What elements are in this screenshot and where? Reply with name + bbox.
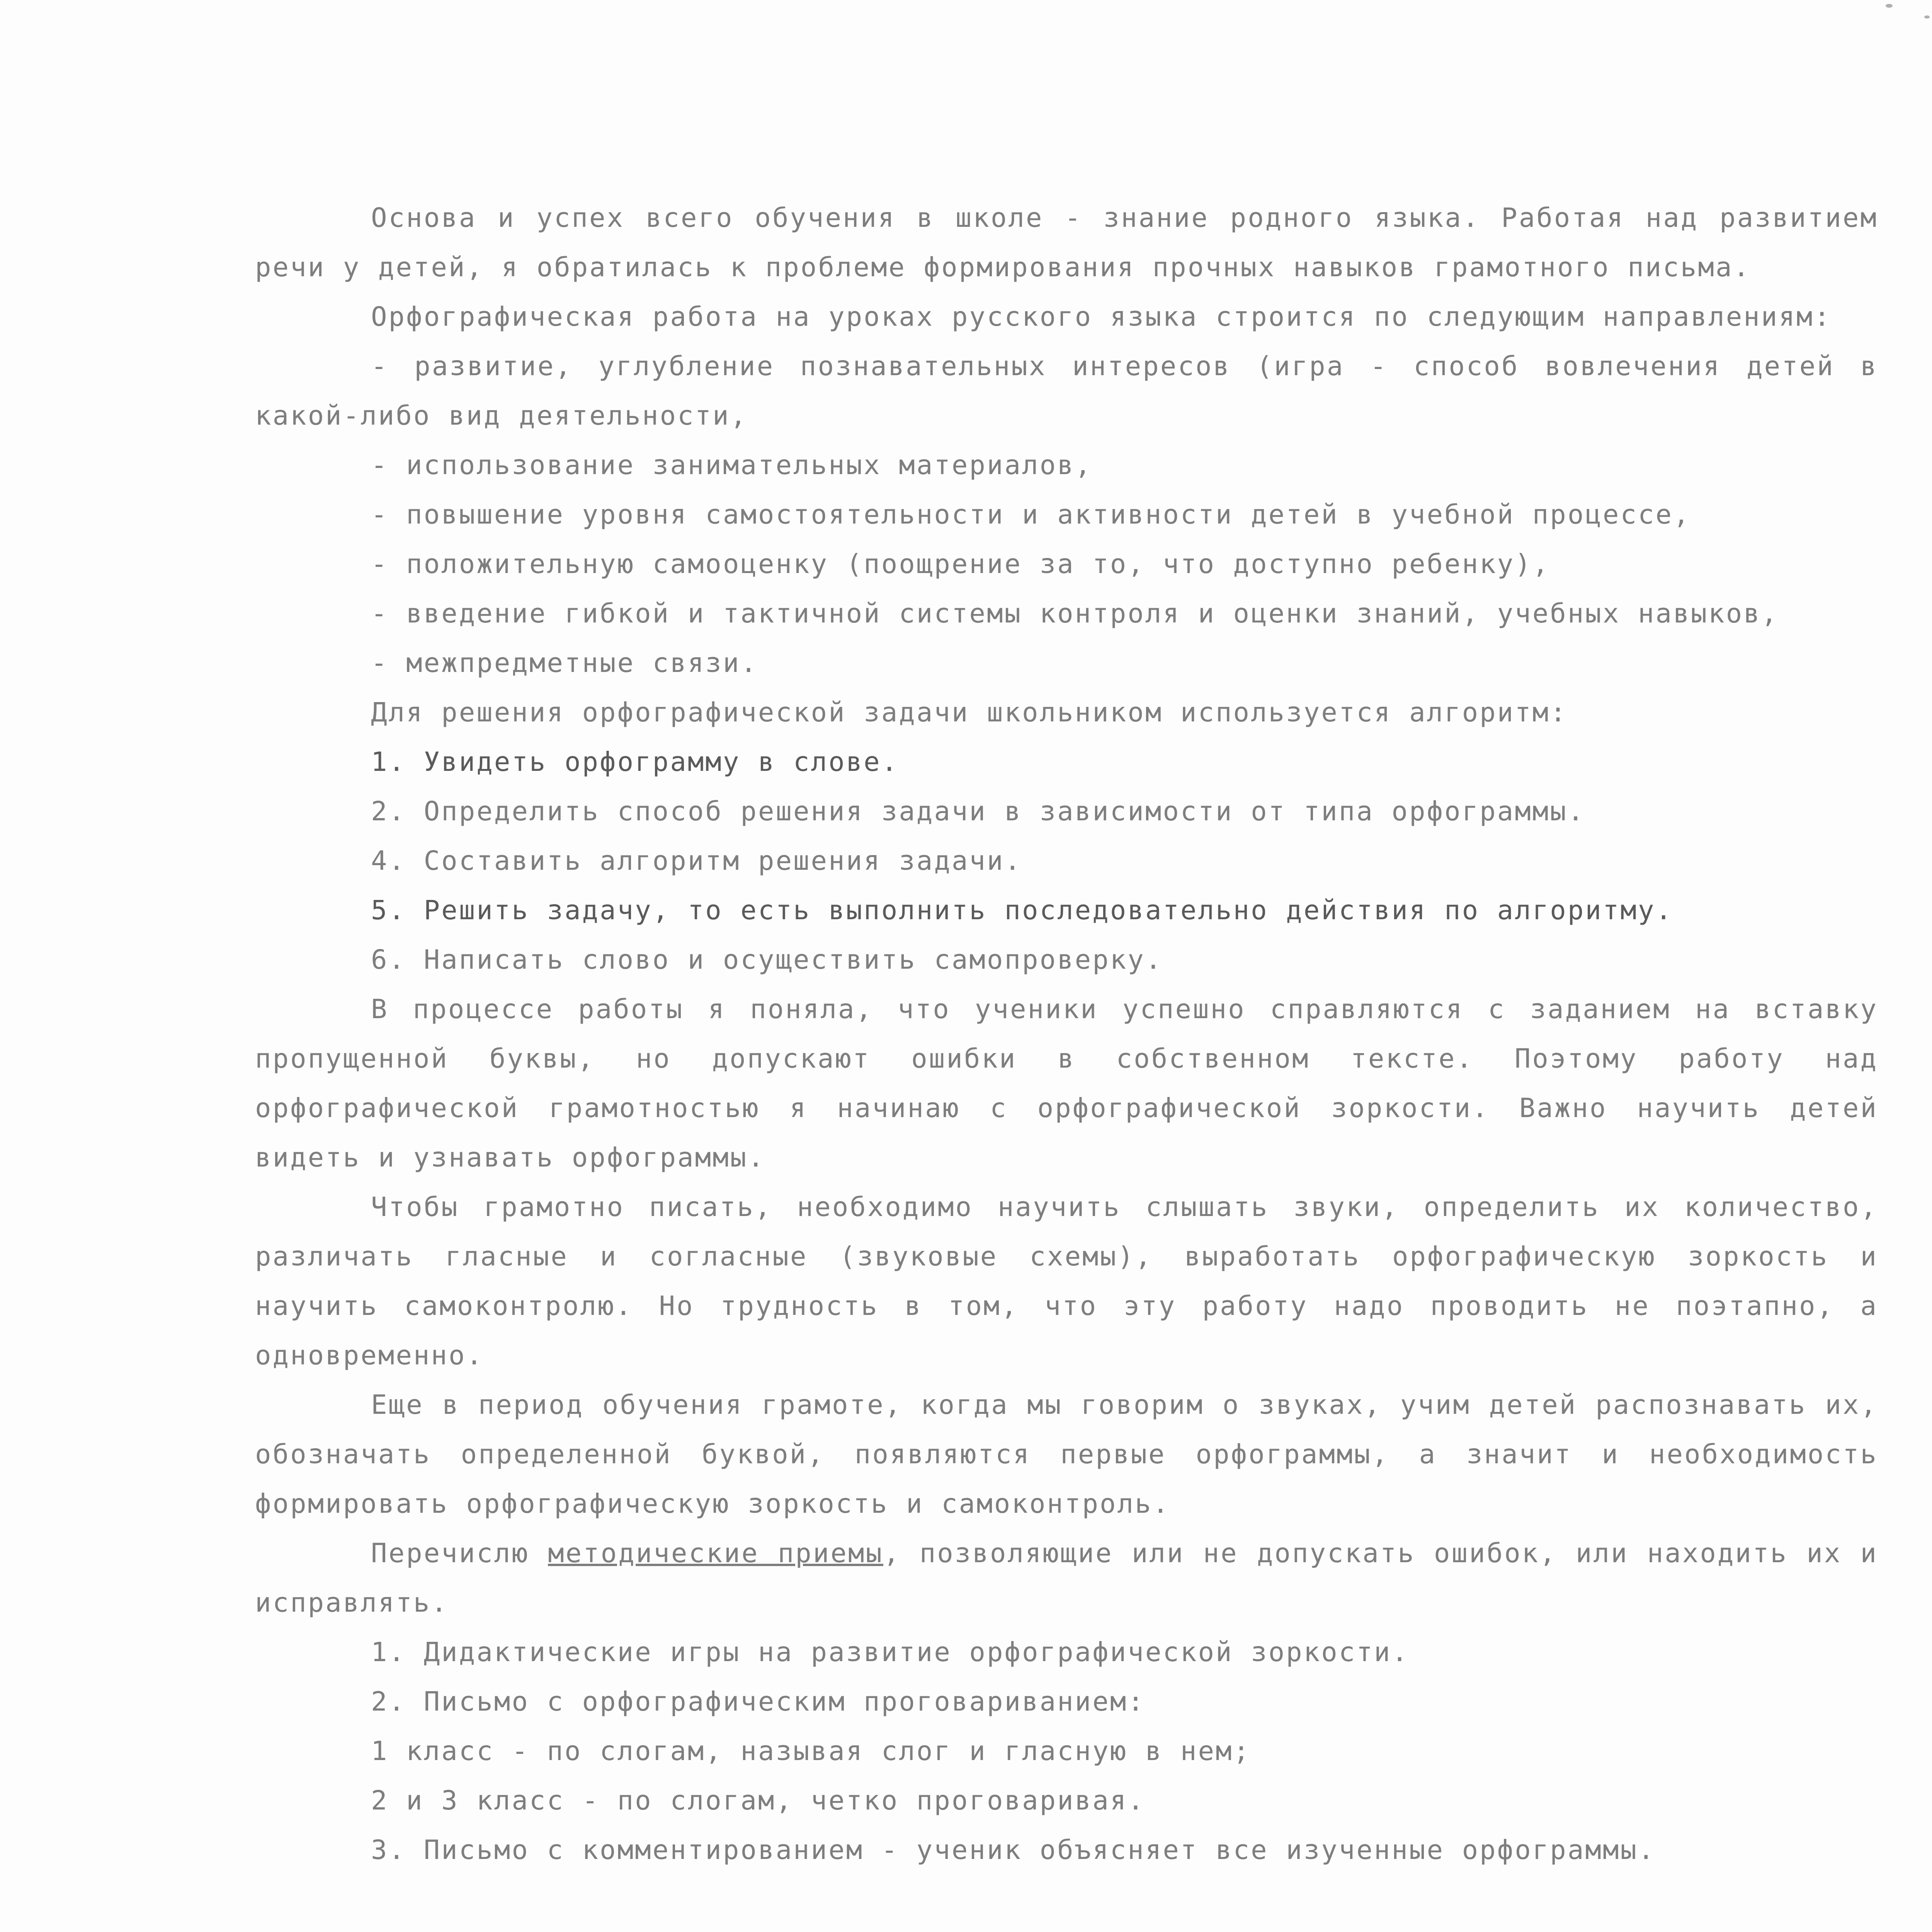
paragraph-text-before: Перечислю bbox=[371, 1538, 548, 1569]
paragraph: Чтобы грамотно писать, необходимо научить слышать звуки, определить их количество, различать гласные и согласные (звуковые схемы), выработать орфографическую зоркость и научить самоконтролю. Но трудность в том, что эту работу надо проводить не поэтапно, а одновременно. bbox=[255, 1192, 1878, 1371]
list-item: 2. Определить способ решения задачи в зависимости от типа орфограммы. bbox=[371, 796, 1585, 827]
paragraph: В процессе работы я поняла, что ученики успешно справляются с заданием на вставку пропущенной буквы, но допускают ошибки в собственном тексте. Поэтому работу над орфографической грамотностью я начинаю с орфографической зоркости. Важно научить детей видеть и узнавать орфограммы. bbox=[255, 994, 1878, 1173]
paragraph: - введение гибкой и тактичной системы контроля и оценки знаний, учебных навыков, bbox=[371, 598, 1779, 629]
scan-speck bbox=[1886, 4, 1893, 8]
paragraph-text-after: , позволяющие или не допускать ошибок, или находить их и исправлять. bbox=[255, 1538, 1878, 1618]
document-body bbox=[255, 193, 1878, 1875]
list-item: 1. Дидактические игры на развитие орфографической зоркости. bbox=[371, 1637, 1409, 1668]
paragraph: Орфографическая работа на уроках русского языка строится по следующим направлениям: bbox=[371, 301, 1832, 332]
paragraph: - межпредметные связи. bbox=[371, 648, 758, 679]
paragraph: - положительную самооценку (поощрение за то, что доступно ребенку), bbox=[371, 549, 1550, 580]
list-item: 2 и 3 класс - по слогам, четко проговаривая. bbox=[371, 1785, 1145, 1816]
list-item: 4. Составить алгоритм решения задачи. bbox=[371, 845, 1022, 876]
list-item: 1 класс - по слогам, называя слог и гласную в нем; bbox=[371, 1736, 1251, 1767]
list-item: 6. Написать слово и осуществить самопроверку. bbox=[371, 944, 1163, 975]
list-item: 2. Письмо с орфографическим проговариванием: bbox=[371, 1686, 1145, 1717]
scan-speck bbox=[1924, 15, 1930, 19]
list-item: 3. Письмо с комментированием - ученик объясняет все изученные орфограммы. bbox=[371, 1835, 1656, 1866]
paragraph-with-underline bbox=[255, 1529, 1878, 1628]
paragraph: Основа и успех всего обучения в школе - знание родного языка. Работая над развитием речи у детей, я обратилась к проблеме формирования прочных навыков грамотного письма. bbox=[255, 202, 1878, 283]
paragraph: Для решения орфографической задачи школьником используется алгоритм: bbox=[371, 697, 1568, 728]
list-item: 1. Увидеть орфограмму в слове. bbox=[371, 747, 899, 777]
underlined-phrase: методические приемы bbox=[548, 1538, 883, 1569]
list-item: 5. Решить задачу, то есть выполнить последовательно действия по алгоритму. bbox=[371, 895, 1673, 926]
paragraph: - повышение уровня самостоятельности и активности детей в учебной процессе, bbox=[371, 499, 1691, 530]
paragraph: - использование занимательных материалов, bbox=[371, 450, 1093, 481]
paragraph: - развитие, углубление познавательных интересов (игра - способ вовлечения детей в какой-либо вид деятельности, bbox=[255, 351, 1878, 431]
paragraph: Еще в период обучения грамоте, когда мы говорим о звуках, учим детей распознавать их, обозначать определенной буквой, появляются первые орфограммы, а значит и необходимость формировать орфографическую зоркость и самоконтроль. bbox=[255, 1389, 1878, 1519]
